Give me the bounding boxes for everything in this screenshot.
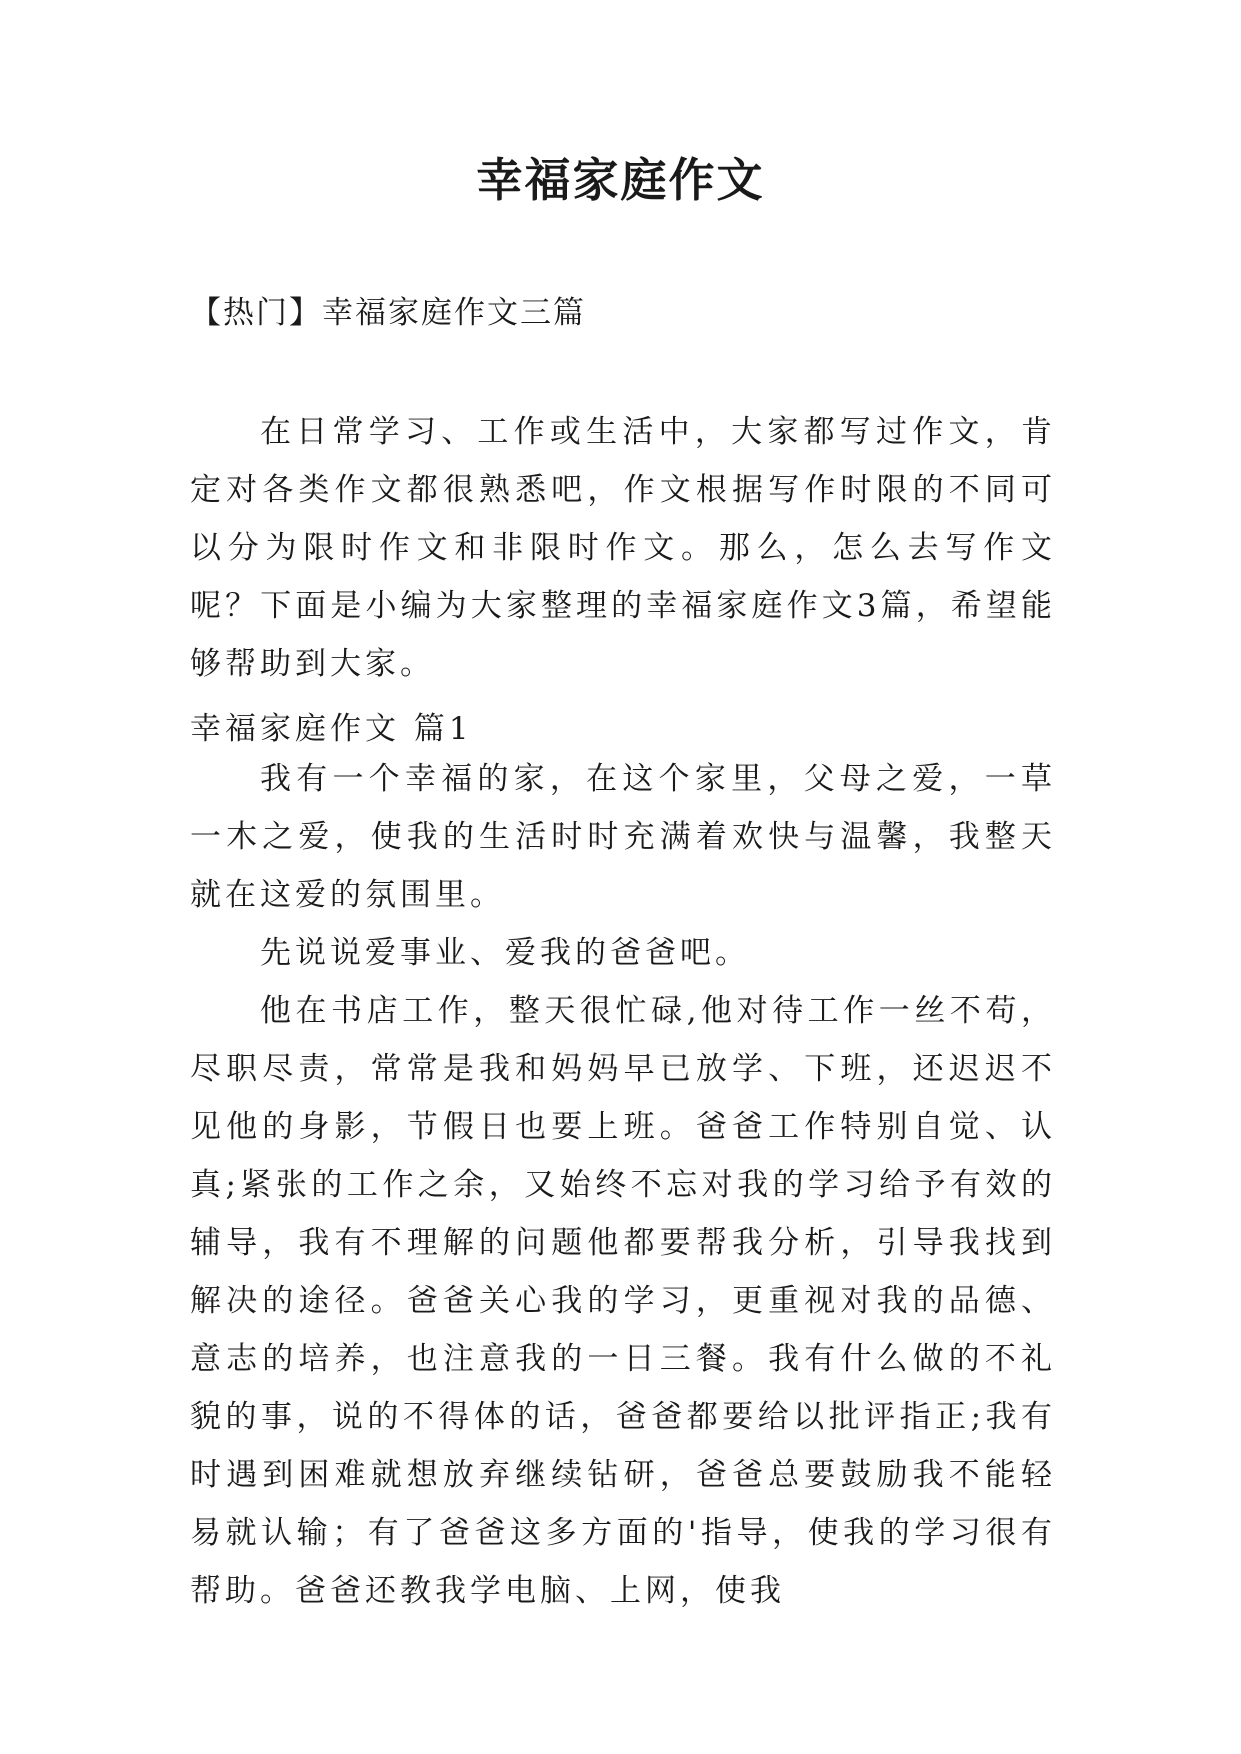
body-paragraph: 我有一个幸福的家，在这个家里，父母之爱，一草一木之爱，使我的生活时时充满着欢快与温馨，我整天就在这爱的氛围里。 <box>190 761 1056 913</box>
section-heading: 幸福家庭作文 篇1 <box>190 711 473 747</box>
body-paragraph: 他在书店工作，整天很忙碌,他对待工作一丝不苟，尽职尽责，常常是我和妈妈早已放学、下班，还迟迟不见他的身影，节假日也要上班。爸爸工作特别自觉、认真;紧张的工作之余，又始终不忘对我的学习给予有效的辅导，我有不理解的问题他都要帮我分析，引导我找到解决的途径。爸爸关心我的学习，更重视对我的品德、意志的培养，也注意我的一日三餐。我有什么做的不礼貌的事，说的不得体的话，爸爸都要给以批评指正;我有时遇到困难就想放弃继续钻研，爸爸总要鼓励我不能轻易就认输；有了爸爸这多方面的'指导，使我的学习很有帮助。爸爸还教我学电脑、上网，使我 <box>190 993 1056 1609</box>
body-paragraph: 先说说爱事业、爱我的爸爸吧。 <box>260 935 750 971</box>
document-title: 幸福家庭作文 <box>476 153 765 207</box>
intro-paragraph: 在日常学习、工作或生活中，大家都写过作文，肯定对各类作文都很熟悉吧，作文根据写作时限的不同可以分为限时作文和非限时作文。那么，怎么去写作文呢？下面是小编为大家整理的幸福家庭作文3篇，希望能够帮助到大家。 <box>190 414 1056 682</box>
document-subtitle: 【热门】幸福家庭作文三篇 <box>190 295 586 331</box>
